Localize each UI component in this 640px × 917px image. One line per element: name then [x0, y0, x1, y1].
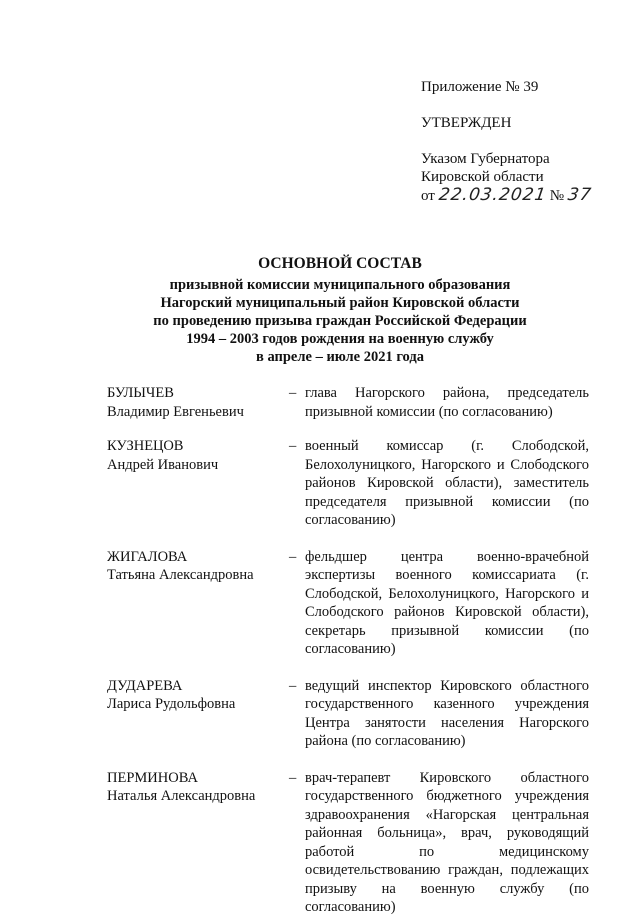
member-entry — [107, 548, 589, 659]
member-person — [107, 384, 289, 421]
title-line: в апреле – июле 2021 года — [256, 349, 424, 365]
member-given-name: Татьяна Александровна — [107, 567, 254, 583]
member-dash: – — [289, 385, 297, 401]
member-surname: ЖИГАЛОВА — [107, 548, 188, 565]
member-entry — [107, 384, 589, 421]
date-prefix: от — [421, 188, 435, 204]
title-line: 1994 – 2003 годов рождения на военную службу — [186, 331, 494, 347]
member-surname: КУЗНЕЦОВ — [107, 438, 184, 454]
member-person — [107, 677, 289, 751]
member-role: глава Нагорского района, председатель призывной комиссии (по согласованию) — [305, 385, 589, 420]
appendix-number: Приложение № 39 — [421, 79, 539, 95]
member-entry — [107, 677, 589, 751]
member-dash: – — [289, 548, 297, 565]
decree-block — [421, 150, 591, 205]
member-role: фельдшер центра военно-врачебной экспертизы военного комиссариата (г. Слободской, Белохолуницкого, Нагорского и Слободского районов Кировской области), секретарь призывной комиссии (по согласованию) — [305, 548, 589, 657]
member-entry — [107, 437, 589, 530]
member-surname: ПЕРМИНОВА — [107, 769, 198, 786]
decree-line-2: Кировской области — [421, 169, 544, 185]
document-title — [110, 255, 570, 366]
title-line: Нагорский муниципальный район Кировской области — [160, 295, 520, 311]
handwritten-number: 37 — [566, 185, 593, 205]
member-given-name: Лариса Рудольфовна — [107, 696, 236, 712]
member-given-name: Владимир Евгеньевич — [107, 403, 244, 420]
member-dash: – — [289, 769, 297, 786]
member-role: военный комиссар (г. Слободской, Белохолуницкого, Нагорского и Слободского районов Кировской области), заместитель председателя призывной комиссии (по согласованию) — [305, 438, 589, 528]
title-line: по проведению призыва граждан Российской Федерации — [153, 313, 527, 329]
approval-header — [421, 78, 591, 205]
member-list — [107, 384, 589, 917]
member-surname: ДУДАРЕВА — [107, 677, 183, 694]
member-given-name: Андрей Иванович — [107, 456, 219, 473]
title-line: призывной комиссии муниципального образования — [169, 277, 511, 293]
member-surname: БУЛЫЧЕВ — [107, 385, 174, 401]
title-main: ОСНОВНОЙ СОСТАВ — [258, 255, 422, 272]
decree-line-1: Указом Губернатора — [421, 151, 550, 167]
member-person — [107, 548, 289, 659]
number-prefix: № — [549, 188, 565, 204]
member-role: врач-терапевт Кировского областного государственного бюджетного учреждения здравоохранения «Нагорская центральная районная больница», врач, руководящий работой по медицинскому освидетельствованию граждан, подлежащих призыву на военную службу (по согласованию) — [305, 769, 589, 915]
decree-date-line — [421, 186, 591, 205]
member-person — [107, 437, 289, 530]
member-given-name: Наталья Александровна — [107, 788, 256, 804]
member-dash: – — [289, 438, 297, 454]
approved-label: УТВЕРЖДЕН — [421, 115, 512, 131]
handwritten-date: 22.03.2021 — [437, 185, 548, 205]
member-person — [107, 769, 289, 917]
member-entry — [107, 769, 589, 917]
member-role: ведущий инспектор Кировского областного государственного казенного учреждения Центра занятости населения Нагорского района (по согласованию) — [305, 677, 589, 749]
member-dash: – — [289, 677, 297, 694]
